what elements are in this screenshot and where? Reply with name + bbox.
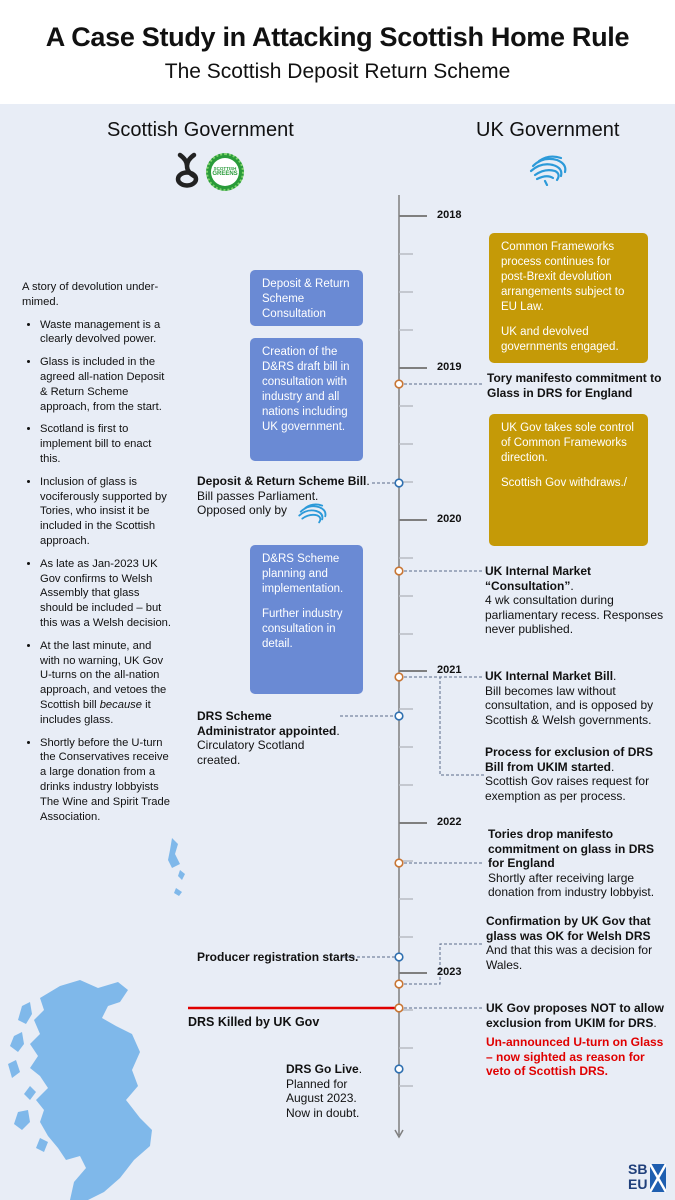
gold-box-sole-control: [489, 414, 648, 546]
narrative-bullet-emphasis: because: [99, 698, 143, 711]
column-heading-scottish: Scottish Government: [107, 119, 294, 141]
narrative-bullet-list: [22, 318, 174, 825]
year-label-2022: 2022: [437, 816, 462, 828]
gold-box-control-p2: Scottish Gov withdraws./: [501, 477, 627, 489]
year-label-2018: 2018: [437, 209, 462, 221]
blue-box-planning: [250, 545, 363, 694]
narrative-bullet: • Scotland is first to implement bill to enact this.: [40, 422, 174, 466]
gold-box-frameworks-p1: Common Frameworks process continues for post-Brexit devolution arrangements subject to EU Law.: [501, 241, 625, 313]
conservative-tree-logo-small: [296, 501, 330, 527]
event-internal-market-bill: [485, 669, 670, 727]
event-tory-manifesto: Tory manifesto commitment to Glass in DRS for England: [487, 371, 662, 400]
narrative-bullet: • As late as Jan-2023 UK Gov confirms to Welsh Assembly that glass should be included – but this was a Welsh decision.: [40, 557, 174, 631]
year-label-2019: 2019: [437, 361, 462, 373]
event-administrator-dot: .: [336, 723, 340, 738]
event-market-bill-title: UK Internal Market Bill: [485, 669, 614, 683]
greens-logo-text-top: SCOTTISH: [213, 166, 237, 171]
event-internal-market-consultation: [485, 564, 665, 637]
left-narrative: [22, 280, 174, 832]
year-label-2021: 2021: [437, 664, 462, 676]
event-market-bill-text: Bill becomes law without consultation, and is opposed by Scottish & Welsh governments.: [485, 683, 654, 727]
event-consultation-text: 4 wk consultation during parliamentary recess. Responses never published.: [485, 593, 664, 636]
event-exclusion-dot: .: [611, 759, 615, 774]
blue-box-planning-p2: Further industry consultation in detail.: [262, 608, 343, 650]
event-welsh-text: And that this was a decision for Wales.: [486, 943, 653, 972]
event-drs-bill-opposed: Opposed only by: [197, 503, 288, 517]
year-label-2020: 2020: [437, 513, 462, 525]
event-exclusion-process: [485, 745, 665, 803]
column-heading-uk: UK Government: [476, 119, 620, 141]
narrative-bullet-tail: it includes glass.: [40, 698, 151, 726]
scotland-map: [0, 830, 200, 1200]
event-drs-bill-text: . Bill passes Parliament.: [197, 474, 370, 503]
narrative-bullet: • Inclusion of glass is vociferously supported by Tories, who insist it be included in the Scottish approach.: [40, 475, 174, 549]
event-administrator-title: DRS Scheme Administrator appointed: [197, 709, 337, 738]
greens-logo-text-bottom: GREENS: [212, 171, 238, 177]
event-go-live-text: Planned for August 2023. Now in doubt.: [286, 1076, 360, 1120]
blue-box-planning-p1: D&RS Scheme planning and implementation.: [262, 553, 344, 595]
narrative-intro: A story of devolution under-mimed.: [22, 281, 159, 308]
page-subtitle: The Scottish Deposit Return Scheme: [164, 60, 511, 83]
sb-logo-text: SB: [628, 1161, 648, 1177]
event-tories-drop-title: Tories drop manifesto commitment on glass in DRS for England: [488, 827, 655, 870]
narrative-bullet: [40, 639, 174, 728]
event-uk-gov-proposes: [486, 1001, 671, 1030]
event-drs-bill-title: Deposit & Return Scheme Bill: [197, 474, 367, 488]
narrative-bullet: • Shortly before the U-turn the Conservatives receive a large donation from a drinks industry lobbyists The Wine and Spirit Trade Association.: [40, 736, 174, 825]
event-tories-drop-text: Shortly after receiving large donation from industry lobbyist.: [488, 870, 655, 899]
year-label-2023: 2023: [437, 966, 462, 978]
event-consultation-title: UK Internal Market “Consultation”: [485, 564, 592, 593]
sb-eu-flag-icon: [650, 1164, 666, 1192]
event-drs-bill: [197, 474, 387, 518]
event-go-live-title: DRS Go Live: [286, 1062, 359, 1076]
event-scheme-administrator: [197, 709, 347, 767]
event-drs-killed: DRS Killed by UK Gov: [188, 1015, 320, 1029]
eu-logo-text: EU: [628, 1176, 648, 1192]
event-market-bill-dot: .: [613, 669, 617, 683]
narrative-bullet-text: At the last minute, and with no warning, UK Gov U-turns on the all-nation approach, and vetoes the Scottish bill: [40, 639, 167, 711]
event-tories-drop-glass: [488, 827, 670, 900]
sb-eu-logo: [628, 1162, 666, 1194]
event-welsh-confirmation: [486, 914, 668, 972]
page-title: A Case Study in Attacking Scottish Home Rule: [45, 22, 630, 52]
gold-box-control-p1: UK Gov takes sole control of Common Frameworks direction.: [501, 422, 634, 464]
event-proposes-title: UK Gov proposes NOT to allow exclusion from UKIM for DRS: [486, 1001, 665, 1030]
event-producer-registration: Producer registration starts.: [197, 950, 359, 964]
event-welsh-title: Confirmation by UK Gov that glass was OK for Welsh DRS: [486, 914, 651, 943]
narrative-bullet: • Glass is included in the agreed all-nation Deposit & Return Scheme approach, from the start.: [40, 355, 174, 414]
event-consultation-dot: .: [570, 578, 574, 593]
blue-box-consultation: Deposit & Return Scheme Consultation: [250, 270, 363, 326]
gold-box-common-frameworks: [489, 233, 648, 363]
event-proposes-dot: .: [653, 1015, 657, 1030]
event-exclusion-text: Scottish Gov raises request for exemption as per process.: [485, 774, 650, 803]
event-drs-go-live: [286, 1062, 376, 1120]
gold-box-frameworks-p2: UK and devolved governments engaged.: [501, 326, 619, 353]
narrative-bullet: • Waste management is a clearly devolved power.: [40, 318, 174, 348]
blue-box-draft-bill: Creation of the D&RS draft bill in consultation with industry and all nations including UK government.: [250, 338, 363, 461]
event-uturn-glass: Un-announced U-turn on Glass – now sighted as reason for veto of Scottish DRS.: [486, 1035, 664, 1078]
event-exclusion-title: Process for exclusion of DRS Bill from UKIM started: [485, 745, 654, 774]
event-administrator-text: Circulatory Scotland created.: [197, 738, 305, 767]
event-go-live-dot: .: [358, 1062, 363, 1076]
